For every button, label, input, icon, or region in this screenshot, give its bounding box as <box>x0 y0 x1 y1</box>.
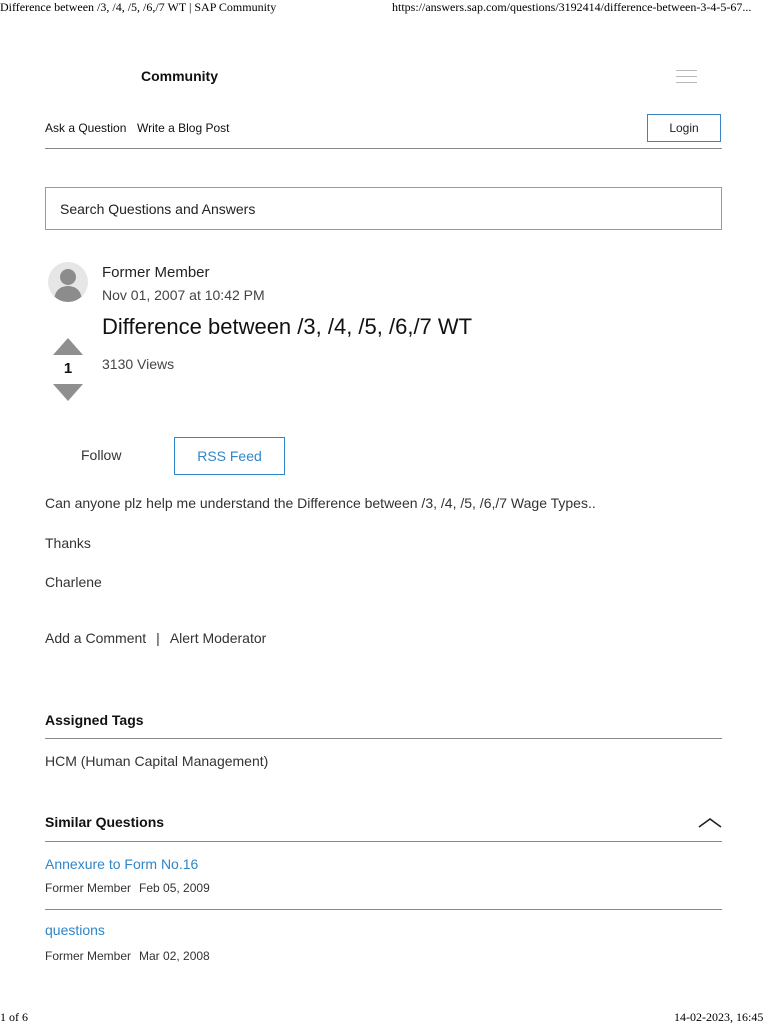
chevron-up-icon[interactable] <box>698 815 722 827</box>
search-input[interactable]: Search Questions and Answers <box>45 187 722 230</box>
alert-moderator-link[interactable]: Alert Moderator <box>169 630 267 646</box>
login-button[interactable]: Login <box>647 114 721 142</box>
similar-question-link[interactable]: Annexure to Form No.16 <box>45 856 199 872</box>
vote-down-icon[interactable] <box>53 384 83 401</box>
action-separator: | <box>156 630 160 646</box>
view-count: 3130 Views <box>102 356 175 372</box>
tags-divider <box>45 738 722 739</box>
question-title: Difference between /3, /4, /5, /6,/7 WT <box>102 314 473 339</box>
add-comment-link[interactable]: Add a Comment <box>45 630 147 646</box>
similar-question-author[interactable]: Former Member <box>45 881 132 895</box>
question-actions <box>45 630 266 646</box>
similar-item-divider <box>45 909 722 910</box>
print-timestamp: 14-02-2023, 16:45 <box>674 1010 764 1024</box>
similar-question-meta <box>45 881 210 895</box>
similar-question-date: Mar 02, 2008 <box>139 949 210 963</box>
print-page-count: 1 of 6 <box>0 1010 28 1024</box>
tag-link[interactable]: HCM (Human Capital Management) <box>45 753 269 769</box>
similar-divider <box>45 841 722 842</box>
vote-count: 1 <box>63 360 73 377</box>
user-avatar-icon <box>48 262 88 302</box>
assigned-tags-heading: Assigned Tags <box>45 712 144 728</box>
similar-questions-heading: Similar Questions <box>45 814 165 830</box>
question-date: Nov 01, 2007 at 10:42 PM <box>102 287 265 303</box>
print-page-title: Difference between /3, /4, /5, /6,/7 WT | SAP Community <box>0 0 277 14</box>
question-body-line: Can anyone plz help me understand the Difference between /3, /4, /5, /6,/7 Wage Types.. <box>45 495 596 511</box>
similar-question-link[interactable]: questions <box>45 922 105 938</box>
question-author[interactable]: Former Member <box>102 264 210 281</box>
rss-feed-button[interactable]: RSS Feed <box>174 437 285 475</box>
nav-ask-question[interactable]: Ask a Question <box>45 121 127 135</box>
vote-up-icon[interactable] <box>53 338 83 355</box>
follow-button[interactable]: Follow <box>81 447 122 463</box>
similar-question-author[interactable]: Former Member <box>45 949 132 963</box>
header-divider <box>45 148 722 149</box>
similar-question-date: Feb 05, 2009 <box>139 881 210 895</box>
question-body-line: Charlene <box>45 574 102 590</box>
print-url: https://answers.sap.com/questions/3192414/difference-between-3-4-5-67... <box>392 0 752 14</box>
similar-question-meta <box>45 949 210 963</box>
hamburger-icon[interactable] <box>676 70 697 85</box>
nav-write-blog-post[interactable]: Write a Blog Post <box>137 121 230 135</box>
community-brand[interactable]: Community <box>141 68 218 84</box>
question-body-line: Thanks <box>45 535 91 551</box>
